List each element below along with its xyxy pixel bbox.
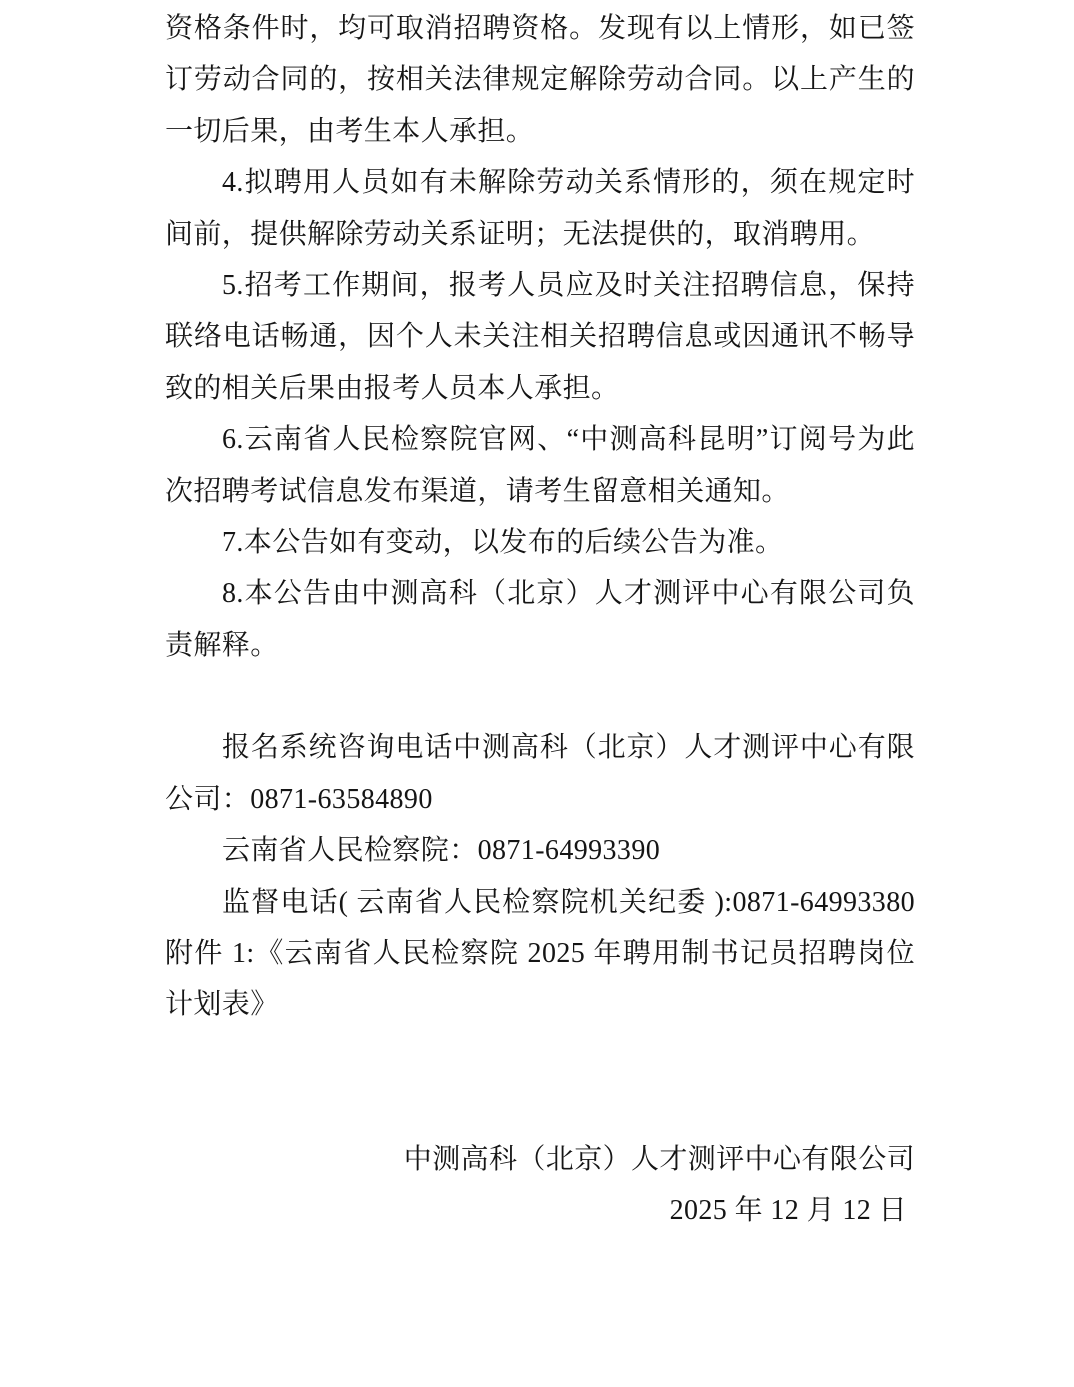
document-text-block [165,3,915,1236]
doc-line-5: 间前，提供解除劳动关系证明；无法提供的，取消聘用。 [165,218,876,250]
doc-line-8: 致的相关后果由报考人员本人承担。 [165,372,620,404]
doc-line-1: 资格条件时，均可取消招聘资格。发现有以上情形，如已签 [165,13,915,44]
doc-line-4-item4: 4.拟聘用人员如有未解除劳动关系情形的，须在规定时 [222,167,915,199]
blank-line [165,1082,915,1133]
doc-line-14-hotline: 报名系统咨询电话中测高科（北京）人才测评中心有限 [222,732,915,764]
doc-line-18-attachment: 附件 1:《云南省人民检察院 2025 年聘用制书记员招聘岗位 [165,938,915,970]
doc-line-13: 责解释。 [165,629,279,661]
doc-line-15-hotline-number: 公司：0871-63584890 [165,783,433,815]
doc-line-11-item7: 7.本公告如有变动，以发布的后续公告为准。 [222,526,784,558]
doc-line-9-item6: 6.云南省人民检察院官网、“中测高科昆明”订阅号为此 [222,424,915,456]
doc-line-6-item5: 5.招考工作期间，报考人员应及时关注招聘信息，保持 [222,269,915,301]
doc-line-19-attachment-end: 计划表》 [165,989,279,1021]
signature-date: 2025 年 12 月 12 日 [669,1194,907,1226]
doc-line-17-supervision-phone: 监督电话( 云南省人民检察院机关纪委 ):0871-64993380 [222,886,915,918]
doc-line-2: 订劳动合同的，按相关法律规定解除劳动合同。以上产生的 [165,64,915,96]
doc-line-3: 一切后果，由考生本人承担。 [165,115,535,147]
blank-line [165,671,915,722]
doc-line-7: 联络电话畅通，因个人未关注相关招聘信息或因通讯不畅导 [165,321,915,353]
doc-line-10: 次招聘考试信息发布渠道，请考生留意相关通知。 [165,475,790,507]
doc-line-16-procuratorate-phone: 云南省人民检察院：0871-64993390 [222,835,661,867]
blank-line [165,1031,915,1082]
signature-company: 中测高科（北京）人才测评中心有限公司 [403,1143,915,1175]
doc-line-12-item8: 8.本公告由中测高科（北京）人才测评中心有限公司负 [222,578,915,610]
